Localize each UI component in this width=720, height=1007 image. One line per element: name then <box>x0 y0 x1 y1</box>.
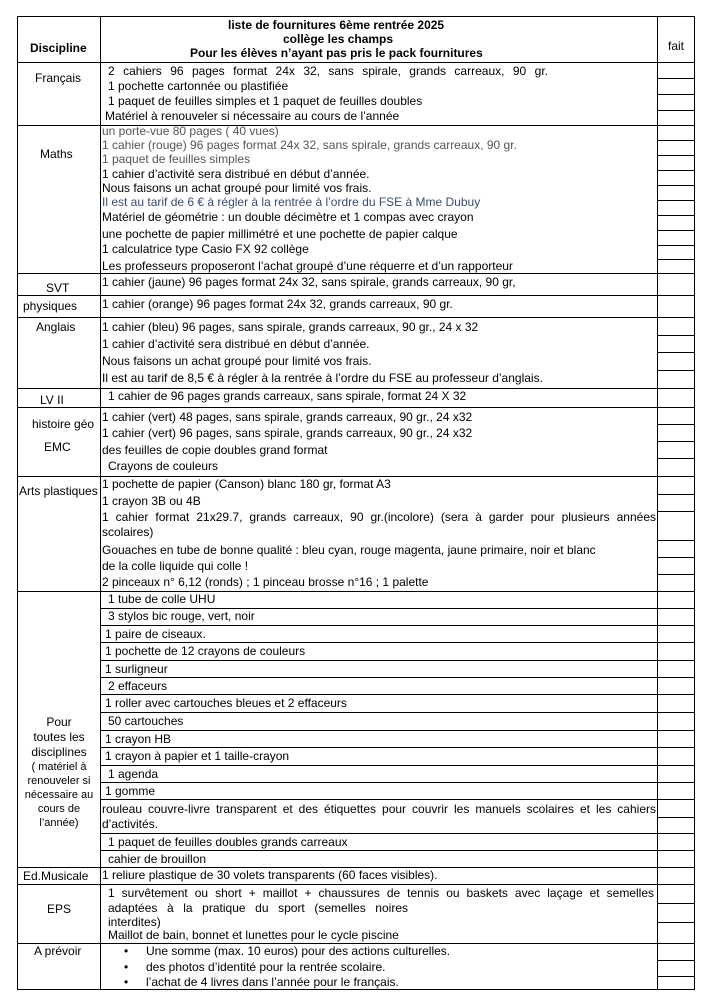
francais-line: Matériel à renouveler si nécessaire au cours de l’année <box>105 109 400 123</box>
anglais-line: Il est au tarif de 8,5 € à régler à la rentrée à l’ordre du FSE au professeur d’anglais. <box>102 371 543 385</box>
item-row-line <box>100 660 694 661</box>
histoire-line: des feuilles de copie doubles grand format <box>102 443 328 457</box>
item-row-line <box>100 625 694 626</box>
item-row-line <box>100 765 694 766</box>
toutes-line: 1 gomme <box>105 784 156 798</box>
arts-line: Gouaches en tube de bonne qualité : bleu cyan, rouge magenta, jaune primaire, noir et blanc <box>102 543 596 557</box>
fait-cell-line <box>657 78 694 79</box>
toutes-line: 1 agenda <box>108 767 159 781</box>
histoire-line: 1 cahier (vert) 96 pages, sans spirale, grands carreaux, 90 gr., 24 x32 <box>102 426 473 440</box>
header-title-line-2: collège les champs <box>283 32 394 46</box>
item-row-line <box>100 677 694 678</box>
row-separator <box>18 273 694 274</box>
fait-cell-line <box>657 352 694 353</box>
discipline-toutes-line: disciplines <box>31 745 87 759</box>
discipline-toutes-line: l’année) <box>39 817 79 829</box>
fait-cell-line <box>657 140 694 141</box>
item-row-line <box>100 694 694 695</box>
physiques-line: 1 cahier (orange) 96 pages format 24x 32, grands carreaux, 90 gr. <box>102 297 453 311</box>
column-divider-fait <box>657 17 658 989</box>
fait-cell-line <box>657 230 694 231</box>
arts-line: de la colle liquide qui colle ! <box>102 559 249 573</box>
discipline-lv2: LV II <box>40 393 64 407</box>
maths-line: un porte-vue 80 pages ( 40 vues) <box>102 124 279 138</box>
discipline-toutes-line: ( matériel à <box>31 761 87 773</box>
discipline-toutes-line: toutes les <box>33 730 85 744</box>
discipline-arts-plastiques: Arts plastiques <box>19 484 98 498</box>
anglais-line: Nous faisons un achat groupé pour limité vos frais. <box>102 354 372 368</box>
discipline-a-prevoir: A prévoir <box>34 944 82 958</box>
discipline-maths: Maths <box>40 147 73 161</box>
row-separator <box>18 884 694 885</box>
arts-line: 1 pochette de papier (Canson) blanc 180 gr, format A3 <box>102 477 391 491</box>
row-separator <box>18 62 694 63</box>
anglais-line: 1 cahier d’activité sera distribué en début d’année. <box>102 337 370 351</box>
prevoir-bullet-item: • Une somme (max. 10 euros) pour des actions culturelles. <box>146 944 450 958</box>
prevoir-bullet-item: • l’achat de 4 livres dans l’année pour le français. <box>146 975 399 989</box>
toutes-line: 1 paire de ciseaux. <box>105 627 206 641</box>
fait-cell-line <box>657 557 694 558</box>
fait-cell-line <box>657 370 694 371</box>
discipline-eps: EPS <box>47 902 72 916</box>
eps-line: Maillot de bain, bonnet et lunettes pour le cycle piscine <box>108 928 399 942</box>
fait-cell-line <box>657 215 694 216</box>
fait-cell-line <box>657 922 694 923</box>
discipline-toutes-line: cours de <box>37 803 81 815</box>
maths-line: Matériel de géométrie : un double décimètre et 1 compas avec crayon <box>102 210 474 224</box>
fait-cell-line <box>657 424 694 425</box>
fait-cell-line <box>657 155 694 156</box>
row-separator <box>18 295 694 296</box>
toutes-line: rouleau couvre-livre transparent et des étiquettes pour couvrir les manuels scolaires et les cahiers <box>102 802 656 816</box>
eps-line: adaptées à la pratique du sport (semelles noires <box>108 901 408 915</box>
discipline-ed-musicale: Ed.Musicale <box>23 869 89 883</box>
supply-list-table <box>17 16 695 990</box>
row-separator <box>18 407 694 408</box>
item-row-line <box>100 747 694 748</box>
fait-cell-line <box>657 259 694 260</box>
discipline-francais: Français <box>35 71 82 85</box>
toutes-line: 1 paquet de feuilles doubles grands carreaux <box>108 835 348 849</box>
fait-cell-line <box>657 185 694 186</box>
toutes-line: 3 stylos bic rouge, vert, noir <box>108 609 255 623</box>
fait-cell-line <box>657 458 694 459</box>
francais-line: 2 cahiers 96 pages format 24x 32, sans spirale, grands carreaux, 90 gr. <box>108 64 548 78</box>
fait-cell-line <box>657 494 694 495</box>
maths-line: 1 paquet de feuilles simples <box>102 152 251 166</box>
toutes-line: 1 roller avec cartouches bleues et 2 effaceurs <box>105 696 347 710</box>
toutes-line: cahier de brouillon <box>108 852 207 866</box>
fait-cell-line <box>657 200 694 201</box>
discipline-toutes-line: nécessaire au <box>24 789 94 801</box>
item-row-line <box>100 799 694 800</box>
fait-cell-line <box>657 94 694 95</box>
fait-cell-line <box>657 335 694 336</box>
header-discipline: Discipline <box>30 41 87 55</box>
eps-line: interdites) <box>108 915 161 929</box>
prevoir-bullet-item: • des photos d’identité pour la rentrée scolaire. <box>146 960 385 974</box>
arts-line: 1 cahier format 21x29.7, grands carreaux, 90 gr.(incolore) (sera à garder pour plusieurs années <box>102 510 656 524</box>
svt-line: 1 cahier (jaune) 96 pages format 24x 32, sans spirale, grands carreaux, 90 gr, <box>102 275 516 289</box>
eps-line: 1 survêtement ou short + maillot + chaussures de tennis ou baskets avec laçage et semelles <box>108 886 654 900</box>
item-row-line <box>100 642 694 643</box>
column-divider-discipline <box>100 17 101 989</box>
toutes-line: 1 surligneur <box>105 662 168 676</box>
header-title-line-1: liste de fournitures 6ème rentrée 2025 <box>228 18 445 32</box>
item-row-line <box>100 730 694 731</box>
francais-line: 1 paquet de feuilles simples et 1 paquet de feuilles doubles <box>108 94 423 108</box>
toutes-line: d’activités. <box>102 817 159 831</box>
toutes-line: 1 crayon HB <box>105 732 172 746</box>
arts-line: 2 pinceaux n° 6,12 (ronds) ; 1 pinceau brosse n°16 ; 1 palette <box>102 575 429 589</box>
discipline-svt: SVT <box>46 281 70 295</box>
discipline-physiques: physiques <box>23 299 78 313</box>
fait-cell-line <box>657 540 694 541</box>
maths-line: Il est au tarif de 6 € à régler à la rentrée à l’ordre du FSE à Mme Dubuy <box>102 195 481 209</box>
francais-line: 1 pochette cartonnée ou plastifiée <box>108 79 289 93</box>
item-row-line <box>100 850 694 851</box>
maths-line: Nous faisons un achat groupé pour limité vos frais. <box>102 181 372 195</box>
maths-line: 1 calculatrice type Casio FX 92 collège <box>102 242 309 256</box>
item-row-line <box>100 833 694 834</box>
maths-line: Les professeurs proposeront l’achat groupé d’une réquerre et d’un rapporteur <box>102 259 513 273</box>
discipline-anglais: Anglais <box>36 320 76 334</box>
toutes-line: 1 crayon à papier et 1 taille-crayon <box>105 749 290 763</box>
maths-line: une pochette de papier millimétré et une pochette de papier calque <box>102 227 458 241</box>
fait-cell-line <box>657 110 694 111</box>
maths-line: 1 cahier d’activité sera distribué en début d’année. <box>102 167 370 181</box>
musicale-line: 1 reliure plastique de 30 volets transparents (60 faces visibles). <box>102 868 438 882</box>
item-row-line <box>100 782 694 783</box>
row-separator <box>18 317 694 318</box>
fait-cell-line <box>657 245 694 246</box>
discipline-toutes-line: Pour <box>46 715 72 729</box>
fait-cell-line <box>657 574 694 575</box>
toutes-line: 1 tube de colle UHU <box>108 592 216 606</box>
discipline-emc: EMC <box>44 440 71 454</box>
histoire-line: 1 cahier (vert) 48 pages, sans spirale, grands carreaux, 90 gr., 24 x32 <box>102 410 473 424</box>
arts-line: scolaires) <box>102 525 154 539</box>
toutes-line: 50 cartouches <box>108 714 184 728</box>
fait-cell-line <box>657 170 694 171</box>
discipline-toutes-line: renouveler si <box>27 775 91 787</box>
fait-cell-line <box>657 976 694 977</box>
discipline-histoire-geo: histoire géo <box>32 417 95 431</box>
maths-line: 1 cahier (rouge) 96 pages format 24x 32, sans spirale, grands carreaux, 90 gr. <box>102 138 517 152</box>
header-title-line-3: Pour les élèves n’ayant pas pris le pack fournitures <box>190 46 483 60</box>
toutes-line: 1 pochette de 12 crayons de couleurs <box>105 644 306 658</box>
fait-cell-line <box>657 960 694 961</box>
histoire-line: Crayons de couleurs <box>108 459 219 473</box>
fait-cell-line <box>657 817 694 818</box>
lv2-line: 1 cahier de 96 pages grands carreaux, sans spirale, format 24 X 32 <box>108 389 467 403</box>
header-fait: fait <box>668 39 685 53</box>
fait-cell-line <box>657 511 694 512</box>
anglais-line: 1 cahier (bleu) 96 pages, sans spirale, grands carreaux, 90 gr., 24 x 32 <box>102 320 479 334</box>
fait-cell-line <box>657 441 694 442</box>
arts-line: 1 crayon 3B ou 4B <box>102 494 201 508</box>
toutes-line: 2 effaceurs <box>108 679 168 693</box>
item-row-line <box>100 712 694 713</box>
fait-cell-line <box>657 903 694 904</box>
